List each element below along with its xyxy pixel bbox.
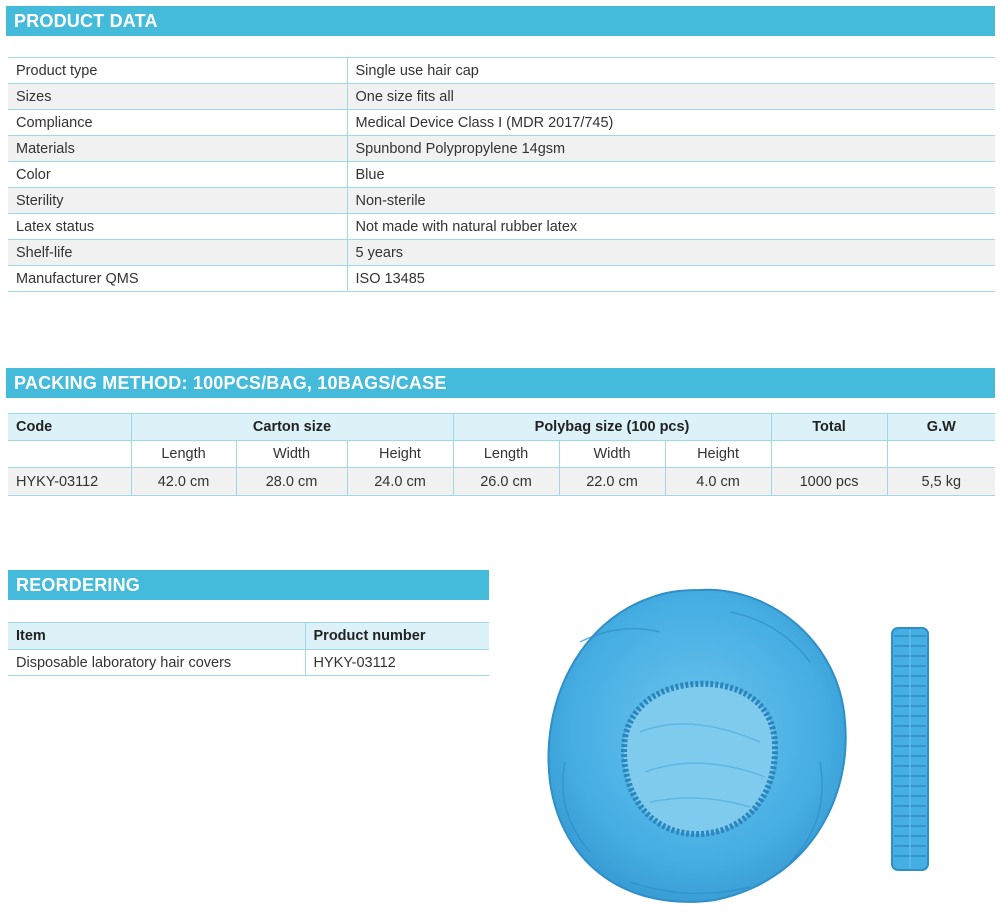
carton-width-subheader: Width: [236, 441, 347, 468]
spec-value: Spunbond Polypropylene 14gsm: [347, 136, 995, 162]
reordering-banner: REORDERING: [8, 570, 489, 600]
spec-value: 5 years: [347, 240, 995, 266]
spec-value: Medical Device Class I (MDR 2017/745): [347, 110, 995, 136]
product-data-banner: PRODUCT DATA: [6, 6, 995, 36]
table-row: [8, 188, 995, 214]
polybag-length-subheader: Length: [453, 441, 559, 468]
table-row: [8, 266, 995, 292]
table-header-row: [8, 623, 489, 650]
hair-cap-open-image: [540, 582, 855, 907]
table-header-row: [8, 414, 995, 441]
spec-value: Single use hair cap: [347, 58, 995, 84]
spec-label: Latex status: [8, 214, 347, 240]
carton-width-cell: 28.0 cm: [236, 468, 347, 496]
table-row: [8, 84, 995, 110]
table-row: [8, 650, 489, 676]
carton-length-cell: 42.0 cm: [131, 468, 236, 496]
table-row: [8, 136, 995, 162]
item-cell: Disposable laboratory hair covers: [8, 650, 305, 676]
carton-length-subheader: Length: [131, 441, 236, 468]
spec-value: One size fits all: [347, 84, 995, 110]
spec-label: Compliance: [8, 110, 347, 136]
polybag-width-cell: 22.0 cm: [559, 468, 665, 496]
empty-cell: [771, 441, 887, 468]
gw-cell: 5,5 kg: [887, 468, 995, 496]
table-subheader-row: [8, 441, 995, 468]
carton-height-cell: 24.0 cm: [347, 468, 453, 496]
polybag-width-subheader: Width: [559, 441, 665, 468]
spec-value: Not made with natural rubber latex: [347, 214, 995, 240]
spec-label: Shelf-life: [8, 240, 347, 266]
spec-label: Sizes: [8, 84, 347, 110]
packing-table: [8, 413, 995, 496]
spec-value: ISO 13485: [347, 266, 995, 292]
polybag-height-cell: 4.0 cm: [665, 468, 771, 496]
polybag-length-cell: 26.0 cm: [453, 468, 559, 496]
table-row: [8, 214, 995, 240]
spec-value: Non-sterile: [347, 188, 995, 214]
product-number-cell: HYKY-03112: [305, 650, 489, 676]
spec-value: Blue: [347, 162, 995, 188]
product-number-header: Product number: [305, 623, 489, 650]
carton-size-header: Carton size: [131, 414, 453, 441]
spec-label: Materials: [8, 136, 347, 162]
hair-cap-folded-image: [886, 624, 934, 874]
spec-label: Manufacturer QMS: [8, 266, 347, 292]
table-row: [8, 240, 995, 266]
gw-header: G.W: [887, 414, 995, 441]
total-cell: 1000 pcs: [771, 468, 887, 496]
table-row: [8, 468, 995, 496]
total-header: Total: [771, 414, 887, 441]
table-row: [8, 58, 995, 84]
empty-cell: [8, 441, 131, 468]
polybag-height-subheader: Height: [665, 441, 771, 468]
code-cell: HYKY-03112: [8, 468, 131, 496]
spec-label: Sterility: [8, 188, 347, 214]
empty-cell: [887, 441, 995, 468]
spec-label: Color: [8, 162, 347, 188]
code-header: Code: [8, 414, 131, 441]
reordering-table: [8, 622, 489, 676]
table-row: [8, 110, 995, 136]
item-header: Item: [8, 623, 305, 650]
spec-label: Product type: [8, 58, 347, 84]
table-row: [8, 162, 995, 188]
packing-method-banner: PACKING METHOD: 100PCS/BAG, 10BAGS/CASE: [6, 368, 995, 398]
carton-height-subheader: Height: [347, 441, 453, 468]
polybag-size-header: Polybag size (100 pcs): [453, 414, 771, 441]
product-data-table: [8, 57, 995, 292]
